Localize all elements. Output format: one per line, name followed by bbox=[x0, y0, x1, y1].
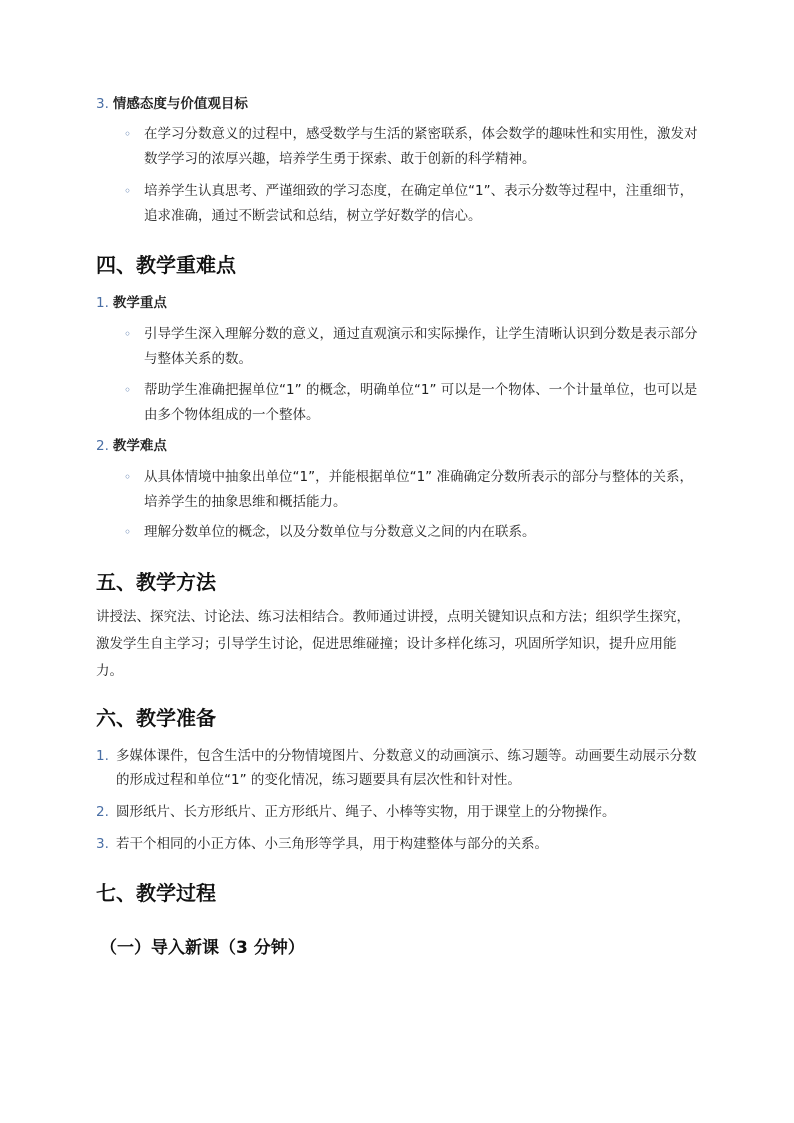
list-number: 2. bbox=[96, 438, 109, 454]
key-point-item bbox=[96, 293, 167, 313]
bullet-item bbox=[124, 520, 704, 545]
subsection-heading: （一）导入新课（3 分钟） bbox=[100, 938, 305, 958]
preparation-item-2 bbox=[96, 800, 702, 824]
bullet-text: 在学习分数意义的过程中，感受数学与生活的紧密联系，体会数学的趣味性和实用性，激发对数学学习的浓厚兴趣，培养学生勇于探索、敢于创新的科学精神。 bbox=[144, 126, 698, 167]
paragraph: 讲授法、探究法、讨论法、练习法相结合。教师通过讲授，点明关键知识点和方法；组织学生探究，激发学生自主学习；引导学生讨论，促进思维碰撞；设计多样化练习，巩固所学知识，提升应用能力。 bbox=[96, 609, 690, 679]
list-item-text: 多媒体课件，包含生活中的分物情境图片、分数意义的动画演示、练习题等。动画要生动展示分数的形成过程和单位“1” 的变化情况，练习题要具有层次性和针对性。 bbox=[116, 748, 697, 788]
bullet-icon: ◦ bbox=[124, 470, 132, 484]
list-number: 3. bbox=[96, 836, 109, 852]
list-number: 3. bbox=[96, 96, 109, 112]
bullet-icon: ◦ bbox=[124, 383, 132, 397]
bullet-text: 培养学生认真思考、严谨细致的学习态度，在确定单位“1”、表示分数等过程中，注重细节，追求准确，通过不断尝试和总结，树立学好数学的信心。 bbox=[144, 183, 694, 224]
bullet-icon: ◦ bbox=[124, 327, 132, 341]
preparation-item-3 bbox=[96, 832, 702, 856]
section-heading: 五、教学方法 bbox=[96, 570, 216, 594]
bullet-item bbox=[124, 322, 704, 372]
list-item-title: 情感态度与价值观目标 bbox=[112, 96, 248, 112]
list-item-title: 教学难点 bbox=[112, 438, 167, 454]
difficulty-item bbox=[96, 436, 167, 456]
bullet-text: 帮助学生准确把握单位“1” 的概念，明确单位“1” 可以是一个物体、一个计量单位，也可以是由多个物体组成的一个整体。 bbox=[144, 382, 698, 423]
bullet-icon: ◦ bbox=[124, 127, 132, 141]
section-heading: 四、教学重难点 bbox=[96, 253, 236, 277]
list-number: 1. bbox=[96, 748, 109, 764]
section-heading: 六、教学准备 bbox=[96, 706, 216, 730]
bullet-text: 理解分数单位的概念，以及分数单位与分数意义之间的内在联系。 bbox=[144, 524, 536, 540]
bullet-item bbox=[124, 465, 704, 515]
section-heading: 七、教学过程 bbox=[96, 881, 216, 905]
bullet-item bbox=[124, 122, 704, 172]
bullet-icon: ◦ bbox=[124, 184, 132, 198]
list-item-text: 若干个相同的小正方体、小三角形等学具，用于构建整体与部分的关系。 bbox=[116, 836, 548, 852]
list-item-text: 圆形纸片、长方形纸片、正方形纸片、绳子、小棒等实物，用于课堂上的分物操作。 bbox=[116, 804, 616, 820]
bullet-icon: ◦ bbox=[124, 525, 132, 539]
bullet-item bbox=[124, 378, 704, 428]
bullet-text: 从具体情境中抽象出单位“1”，并能根据单位“1” 准确确定分数所表示的部分与整体的关系，培养学生的抽象思维和概括能力。 bbox=[144, 469, 693, 510]
bullet-item bbox=[124, 179, 704, 229]
preparation-item-1 bbox=[96, 744, 702, 792]
bullet-text: 引导学生深入理解分数的意义，通过直观演示和实际操作，让学生清晰认识到分数是表示部分与整体关系的数。 bbox=[144, 326, 698, 367]
objective-item-3 bbox=[96, 94, 248, 114]
list-item-title: 教学重点 bbox=[112, 295, 167, 311]
list-number: 1. bbox=[96, 295, 109, 311]
list-number: 2. bbox=[96, 804, 109, 820]
